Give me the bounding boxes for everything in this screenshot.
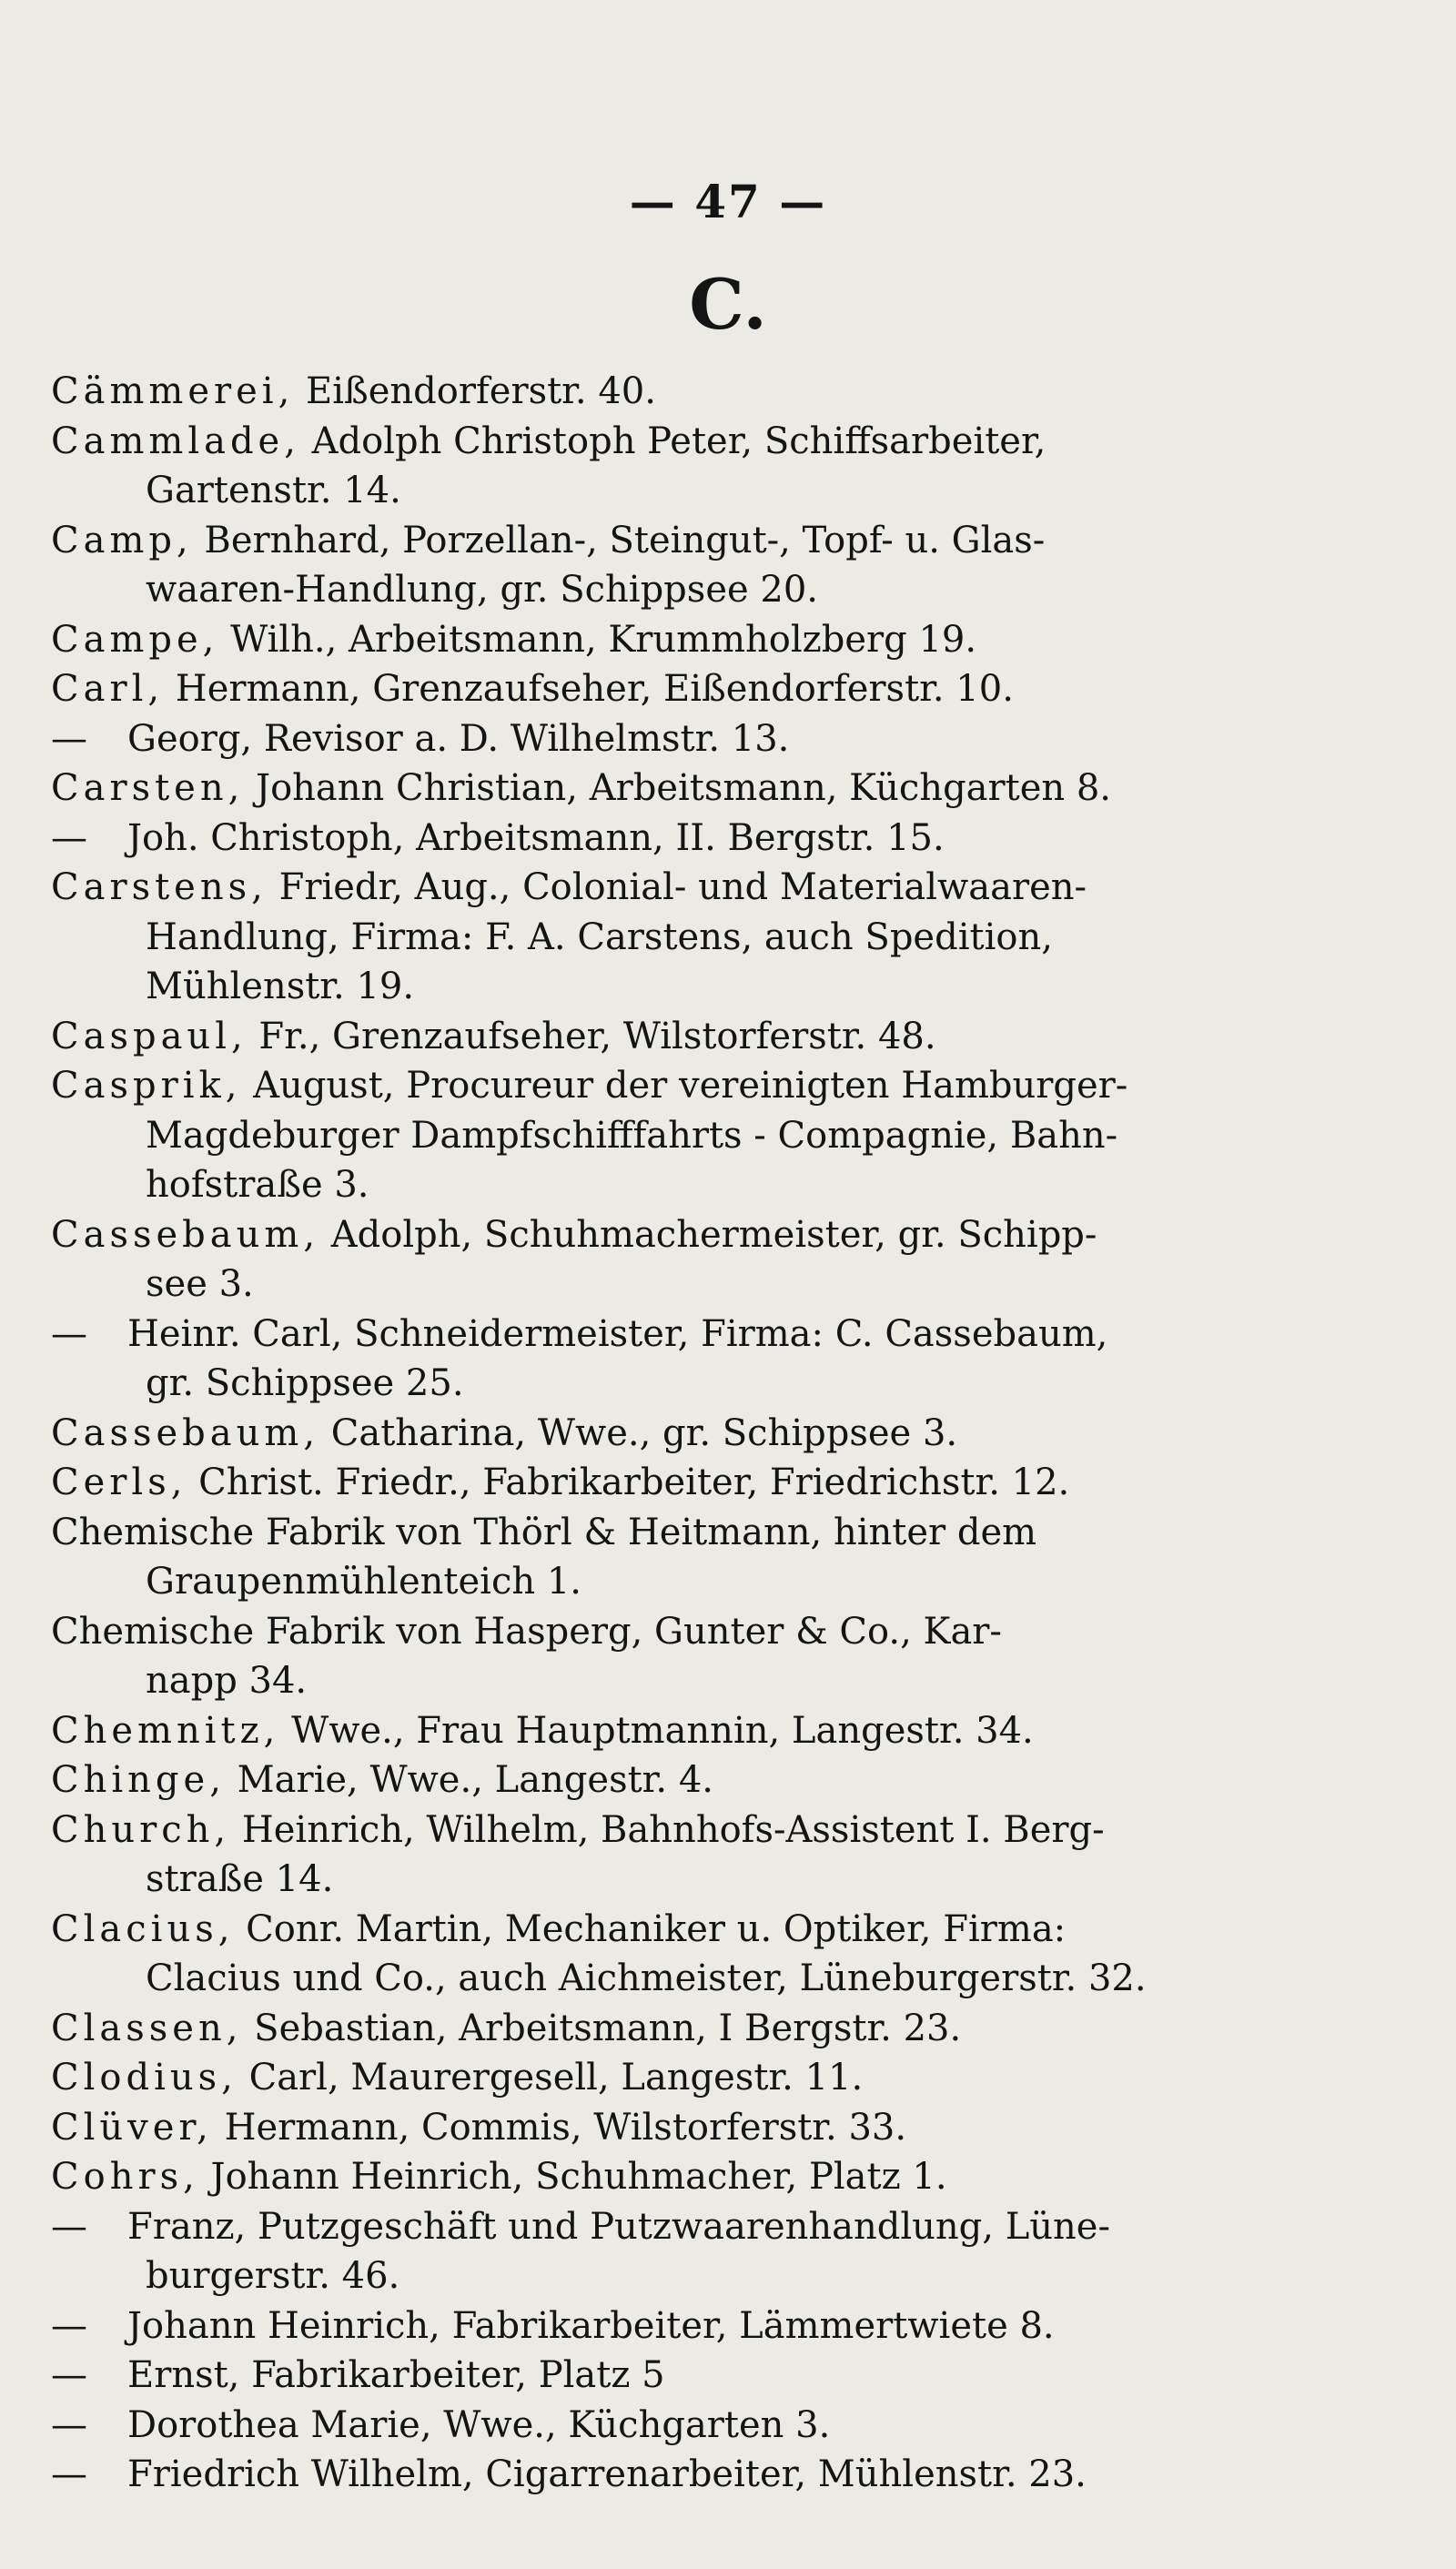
entry-details: Catharina, Wwe., gr. Schippsee 3. (319, 1411, 958, 1454)
directory-entries (51, 367, 1170, 2500)
entry-continuation: Magdeburger Dampfschifffahrts - Compagnie, Bahn- (146, 1114, 1118, 1157)
directory-entry (51, 1210, 1170, 1260)
entry-name: Cämmerei, (51, 370, 295, 412)
entry-details: Ernst, Fabrikarbeiter, Platz 5 (127, 2354, 665, 2396)
entry-details: Wilh., Arbeitsmann, Krummholzberg 19. (218, 618, 977, 661)
entry-continuation: straße 14. (146, 1858, 334, 1900)
directory-entry (51, 1706, 1170, 1756)
directory-entry (51, 2152, 1170, 2202)
entry-name: Clüver, (51, 2106, 213, 2149)
entry-name: Chemnitz, (51, 1709, 280, 1752)
section-letter: C. (689, 264, 767, 345)
entry-name: Chinge, (51, 1759, 226, 1801)
directory-entry (51, 1458, 1170, 1508)
entry-name: Carstens, (51, 866, 268, 908)
directory-sub-entry (51, 814, 1170, 864)
entry-details: Johann Christian, Arbeitsmann, Küchgarten 8. (244, 767, 1112, 809)
ditto-dash: — (51, 2304, 87, 2347)
ditto-dash: — (51, 2354, 87, 2396)
directory-entry (51, 2103, 1170, 2153)
directory-entry (51, 764, 1170, 814)
entry-continuation: napp 34. (146, 1660, 308, 1702)
entry-details: Hermann, Grenzaufseher, Eißendorferstr. 10. (164, 668, 1014, 710)
directory-entry (51, 2053, 1170, 2103)
entry-details: Eißendorferstr. 40. (294, 370, 656, 412)
entry-name: Camp, (51, 519, 193, 561)
entry-details: Dorothea Marie, Wwe., Küchgarten 3. (127, 2403, 831, 2446)
ditto-dash: — (51, 1312, 87, 1355)
entry-details: Carl, Maurergesell, Langestr. 11. (237, 2057, 864, 2099)
entry-continuation: Handlung, Firma: F. A. Carstens, auch Spedition, (146, 915, 1053, 958)
entry-details: Marie, Wwe., Langestr. 4. (225, 1759, 713, 1801)
entry-name: Casprik, (51, 1065, 242, 1107)
directory-entry (51, 615, 1170, 665)
entry-name: Cassebaum, (51, 1213, 320, 1256)
directory-entry (51, 516, 1170, 566)
directory-entry (51, 1061, 1170, 1111)
directory-sub-entry (51, 1310, 1170, 1360)
entry-name: Church, (51, 1808, 231, 1851)
entry-name: Caspaul, (51, 1015, 248, 1057)
ditto-dash: — (51, 2403, 87, 2446)
directory-entry (51, 1905, 1170, 1955)
entry-continuation: Gartenstr. 14. (146, 470, 401, 511)
entry-details: Hermann, Commis, Wilstorferstr. 33. (212, 2106, 907, 2149)
entry-details: Johann Heinrich, Schuhmacher, Platz 1. (198, 2156, 947, 2198)
entry-name: Cammlade, (51, 420, 300, 462)
entry-continuation: Clacius und Co., auch Aichmeister, Lüneburgerstr. 32. (146, 1957, 1147, 1999)
entry-continuation: burgerstr. 46. (146, 2255, 400, 2297)
entry-details: Adolph, Schuhmachermeister, gr. Schipp- (319, 1213, 1097, 1256)
directory-sub-entry (51, 2351, 1170, 2401)
entry-continuation: hofstraße 3. (146, 1164, 369, 1206)
entry-details: Bernhard, Porzellan-, Steingut-, Topf- u. Glas- (192, 519, 1046, 561)
entry-details: Friedrich Wilhelm, Cigarrenarbeiter, Mühlenstr. 23. (127, 2453, 1087, 2495)
directory-entry (51, 1805, 1170, 1856)
entry-name: Classen, (51, 2007, 243, 2049)
directory-entry (51, 1409, 1170, 1459)
entry-continuation: waaren-Handlung, gr. Schippsee 20. (146, 569, 818, 611)
directory-entry (51, 664, 1170, 714)
entry-details: Franz, Putzgeschäft und Putzwaarenhandlung, Lüne- (127, 2205, 1110, 2248)
directory-sub-entry (51, 2301, 1170, 2352)
entry-name: Clodius, (51, 2057, 238, 2099)
directory-entry (51, 1755, 1170, 1805)
entry-name: Carsten, (51, 767, 245, 809)
entry-continuation: gr. Schippsee 25. (146, 1362, 464, 1404)
entry-continuation: see 3. (146, 1263, 254, 1305)
ditto-dash: — (51, 2453, 87, 2495)
entry-details: August, Procureur der vereinigten Hamburger- (241, 1065, 1128, 1107)
directory-entry (51, 1012, 1170, 1062)
entry-details: Christ. Friedr., Fabrikarbeiter, Friedrichstr. 12. (187, 1461, 1070, 1503)
ditto-dash: — (51, 816, 87, 859)
entry-details: Fr., Grenzaufseher, Wilstorferstr. 48. (247, 1015, 936, 1057)
directory-sub-entry (51, 2401, 1170, 2451)
entry-name: Campe, (51, 618, 219, 661)
directory-entry: Chemische Fabrik von Thörl & Heitmann, hinter dem (51, 1511, 1037, 1553)
entry-details: Adolph Christoph Peter, Schiffsarbeiter, (299, 420, 1046, 462)
entry-continuation: Graupenmühlenteich 1. (146, 1561, 581, 1603)
entry-name: Cohrs, (51, 2156, 199, 2198)
directory-entry: Chemische Fabrik von Hasperg, Gunter & Co., Kar- (51, 1610, 1002, 1653)
entry-details: Georg, Revisor a. D. Wilhelmstr. 13. (127, 717, 790, 760)
directory-entry (51, 863, 1170, 913)
directory-sub-entry (51, 2202, 1170, 2252)
directory-sub-entry (51, 714, 1170, 764)
entry-details: Friedr, Aug., Colonial- und Materialwaaren- (267, 866, 1087, 908)
directory-entry (51, 2004, 1170, 2054)
directory-entry (51, 417, 1170, 467)
entry-details: Johann Heinrich, Fabrikarbeiter, Lämmertwiete 8. (127, 2304, 1055, 2347)
entry-continuation: Mühlenstr. 19. (146, 966, 415, 1007)
ditto-dash: — (51, 717, 87, 760)
entry-details: Heinrich, Wilhelm, Bahnhofs-Assistent I. Berg- (230, 1808, 1105, 1851)
entry-details: Sebastian, Arbeitsmann, I Bergstr. 23. (242, 2007, 962, 2049)
entry-name: Cerls, (51, 1461, 187, 1503)
directory-sub-entry (51, 2450, 1170, 2500)
entry-name: Carl, (51, 668, 165, 710)
entry-details: Joh. Christoph, Arbeitsmann, II. Bergstr. 15. (127, 816, 945, 859)
entry-name: Clacius, (51, 1907, 235, 1950)
ditto-dash: — (51, 2205, 87, 2248)
entry-details: Conr. Martin, Mechaniker u. Optiker, Firma: (234, 1907, 1067, 1950)
page-number: — 47 — (629, 175, 827, 228)
entry-name: Cassebaum, (51, 1411, 320, 1454)
directory-entry (51, 367, 1170, 417)
entry-details: Heinr. Carl, Schneidermeister, Firma: C. Cassebaum, (127, 1312, 1108, 1355)
entry-details: Wwe., Frau Hauptmannin, Langestr. 34. (279, 1709, 1034, 1752)
